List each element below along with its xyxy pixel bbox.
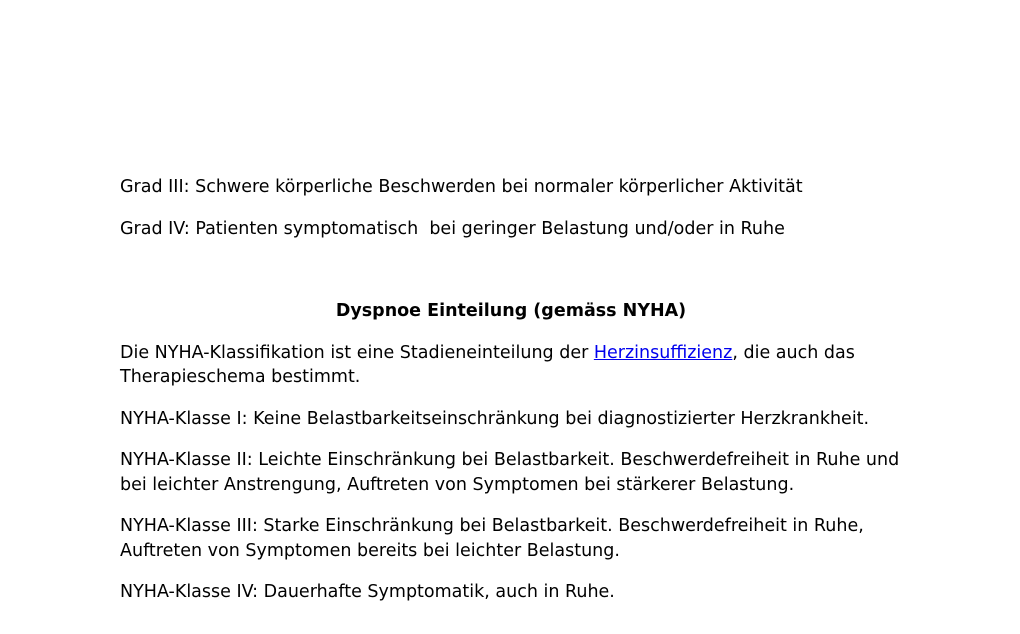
section-spacer <box>120 258 910 299</box>
nyha-intro-paragraph <box>120 341 910 390</box>
nyha-intro-text-start: Die NYHA-Klassifikation ist eine Stadieneinteilung der <box>120 342 594 363</box>
document-body <box>120 175 910 622</box>
grade-3-text: Grad III: Schwere körperliche Beschwerden bei normaler körperlicher Aktivität <box>120 177 803 197</box>
section-heading-nyha: Dyspnoe Einteilung (gemäss NYHA) <box>335 301 687 321</box>
grade-4-text: Grad IV: Patienten symptomatisch bei geringer Belastung und/oder in Ruhe <box>120 218 785 239</box>
nyha-intro-text-end: , die auch das Therapieschema bestimmt. <box>120 342 855 387</box>
herzinsuffizienz-link[interactable]: Herzinsuffizienz <box>593 342 733 363</box>
nyha-class-4: NYHA-Klasse IV: Dauerhafte Symptomatik, auch in Ruhe. <box>120 582 615 602</box>
nyha-class-1: NYHA-Klasse I: Keine Belastbarkeitseinschränkung bei diagnostizierter Herzkrankheit. <box>120 408 870 429</box>
nyha-class-3: NYHA-Klasse III: Starke Einschränkung bei Belastbarkeit. Beschwerdefreiheit in Ruhe, Auftreten von Symptomen bereits bei leichter Belastung. <box>120 516 864 561</box>
nyha-class-2: NYHA-Klasse II: Leichte Einschränkung bei Belastbarkeit. Beschwerdefreiheit in Ruhe und bei leichter Anstrengung, Auftreten von Symptomen bei stärkerer Belastung. <box>120 450 900 495</box>
